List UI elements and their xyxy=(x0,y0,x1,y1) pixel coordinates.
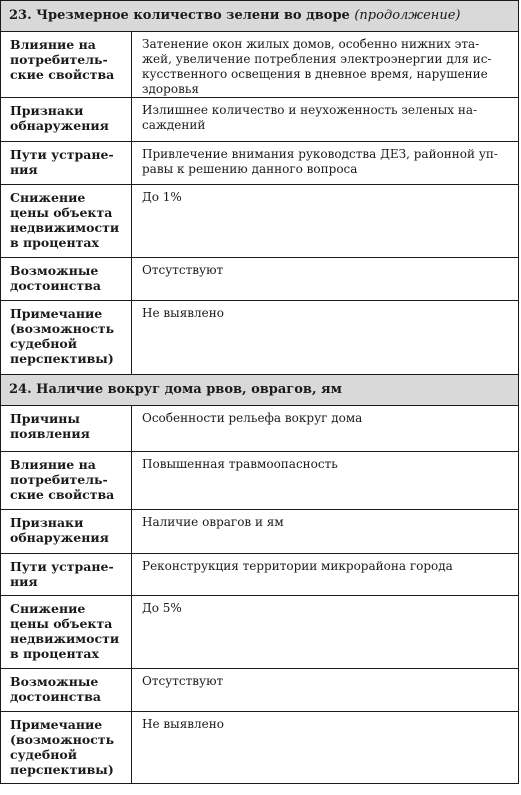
row-label: Пути устране- ния xyxy=(1,554,132,595)
row-label: Примечание (возможность судебной перспективы) xyxy=(1,301,132,374)
row-value: До 5% xyxy=(142,601,182,615)
row-label: Возможные достоинства xyxy=(1,669,132,711)
table-row xyxy=(1,712,518,783)
row-label: Снижение цены объекта недвижимости в процентах xyxy=(1,596,132,668)
section-note: (продолжение) xyxy=(354,8,461,23)
row-label: Признаки обнаружения xyxy=(1,510,132,553)
section-title: Наличие вокруг дома рвов, оврагов, ям xyxy=(36,382,342,397)
row-value: До 1% xyxy=(142,190,182,204)
row-label: Признаки обнаружения xyxy=(1,98,132,141)
row-label: Пути устране- ния xyxy=(1,142,132,184)
row-value: Привлечение внимания руководства ДЕЗ, районной уп- равы к решению данного вопроса xyxy=(142,147,498,176)
row-value: Особенности рельефа вокруг дома xyxy=(142,411,363,425)
table-row xyxy=(1,98,518,142)
row-label: Влияние на потребитель- ские свойства xyxy=(1,452,132,509)
table-row xyxy=(1,669,518,712)
table-row xyxy=(1,32,518,98)
table-row xyxy=(1,301,518,375)
section-number: 23. xyxy=(9,8,32,23)
row-value: Не выявлено xyxy=(142,717,224,731)
table-row xyxy=(1,510,518,554)
row-label: Примечание (возможность судебной перспективы) xyxy=(1,712,132,783)
row-label: Снижение цены объекта недвижимости в процентах xyxy=(1,185,132,257)
table-row xyxy=(1,596,518,669)
table-row xyxy=(1,258,518,301)
row-label: Влияние на потребитель- ские свойства xyxy=(1,32,132,97)
table-row xyxy=(1,185,518,258)
row-value: Отсутствуют xyxy=(142,674,224,688)
row-value: Повышенная травмоопасность xyxy=(142,457,338,471)
row-value: Отсутствуют xyxy=(142,263,224,277)
section-title: Чрезмерное количество зелени во дворе xyxy=(36,8,350,23)
row-value: Излишнее количество и неухоженность зеленых на- саждений xyxy=(142,103,478,132)
table-row xyxy=(1,142,518,185)
row-label: Причины появления xyxy=(1,406,132,451)
table-row xyxy=(1,406,518,452)
section-header-23 xyxy=(1,1,518,32)
row-value: Затенение окон жилых домов, особенно нижних эта- жей, увеличение потребления электроэнергии для ис- кусственного освещения в дневное время, нарушение здоровья xyxy=(142,37,492,96)
section-header-24 xyxy=(1,375,518,406)
row-value: Реконструкция территории микрорайона города xyxy=(142,559,453,573)
table-row xyxy=(1,554,518,596)
table-row xyxy=(1,452,518,510)
row-label: Возможные достоинства xyxy=(1,258,132,300)
section-number: 24. xyxy=(9,382,32,397)
row-value: Наличие оврагов и ям xyxy=(142,515,284,529)
row-value: Не выявлено xyxy=(142,306,224,320)
